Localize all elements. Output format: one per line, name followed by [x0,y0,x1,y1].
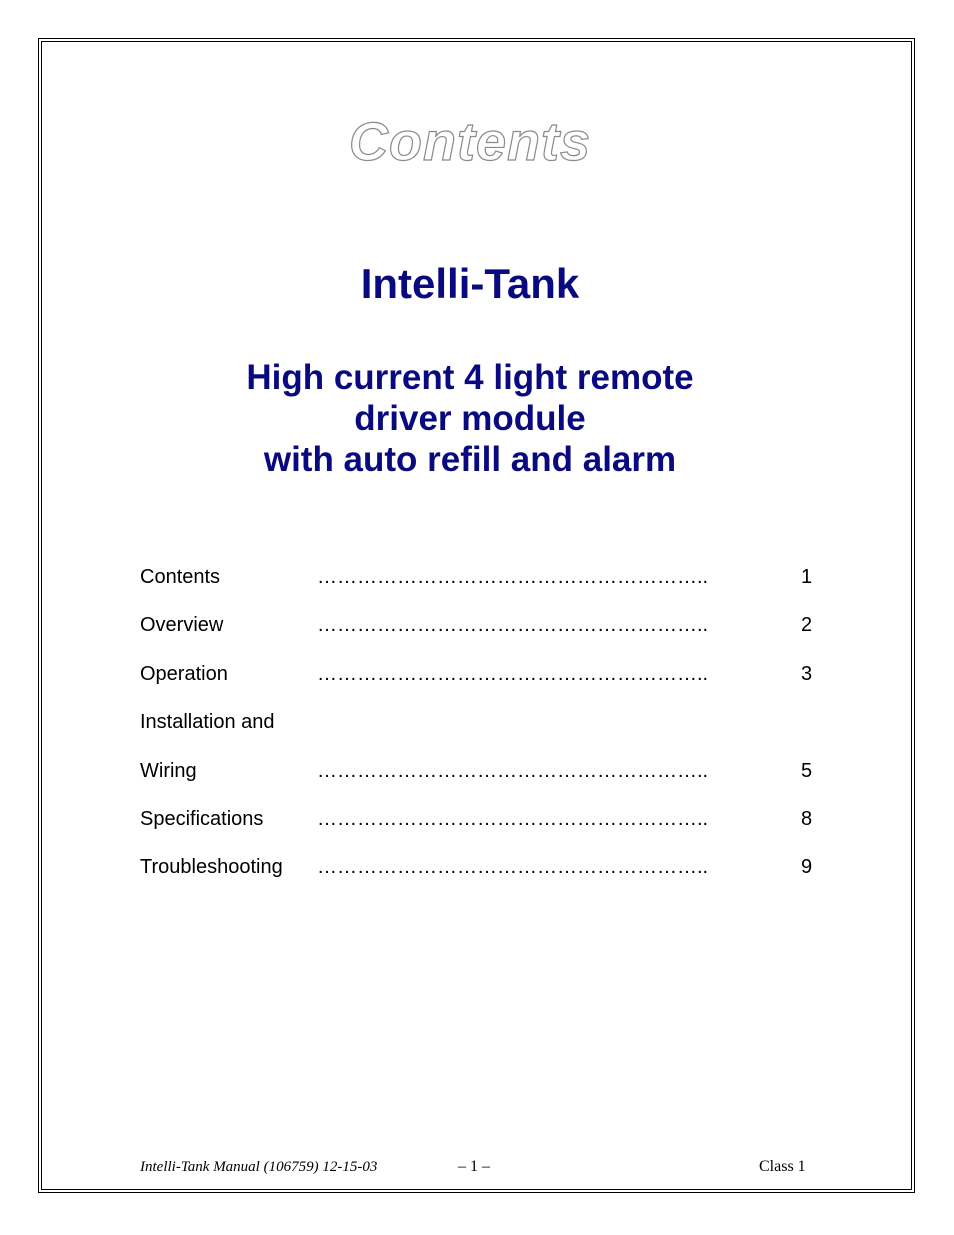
footer-document-id: Intelli-Tank Manual (106759) 12-15-03 [140,1159,378,1175]
toc-entry-wiring[interactable] [140,757,820,805]
toc-entry-installation[interactable] [140,708,820,756]
toc-entry-overview[interactable] [140,611,820,659]
toc-entry-title: Operation [140,662,228,685]
toc-entry-page: 2 [801,614,813,637]
toc-entry-operation[interactable] [140,660,820,708]
toc-entry-leader: ………………………………………………….. [317,856,709,879]
toc-entry-leader: ………………………………………………….. [317,807,709,830]
subtitle-line: driver module [354,399,586,438]
subtitle-line: with auto refill and alarm [263,440,677,479]
toc-entry-leader: ………………………………………………….. [317,614,709,637]
toc-entry-title: Specifications [140,807,264,830]
subtitle [0,357,940,480]
toc-entry-leader: ………………………………………………….. [317,662,709,685]
toc-entry-page: 9 [801,856,813,879]
toc-entry-contents[interactable] [140,563,820,611]
toc-entry-troubleshooting[interactable] [140,853,820,901]
toc-entry-page: 8 [801,807,813,830]
toc-entry-page: 5 [801,759,813,782]
contents-heading: Contents [349,112,591,172]
toc-entry-page: 1 [801,566,813,588]
subtitle-line: High current 4 light remote [246,358,694,397]
toc-entry-specifications[interactable] [140,805,820,853]
toc-entry-title: Installation and [140,711,275,734]
footer-class: Class 1 [759,1158,806,1175]
toc-entry-title: Contents [140,566,221,588]
toc-entry-title: Wiring [140,759,197,782]
toc-entry-title: Troubleshooting [140,856,283,879]
toc-entry-title: Overview [140,614,224,637]
product-title: Intelli-Tank [360,260,580,307]
toc-entry-leader: ………………………………………………….. [317,566,709,588]
table-of-contents [140,563,820,902]
toc-entry-page: 3 [801,662,813,685]
toc-entry-leader: ………………………………………………….. [317,759,709,782]
footer-page-number: – 1 – [458,1158,490,1175]
